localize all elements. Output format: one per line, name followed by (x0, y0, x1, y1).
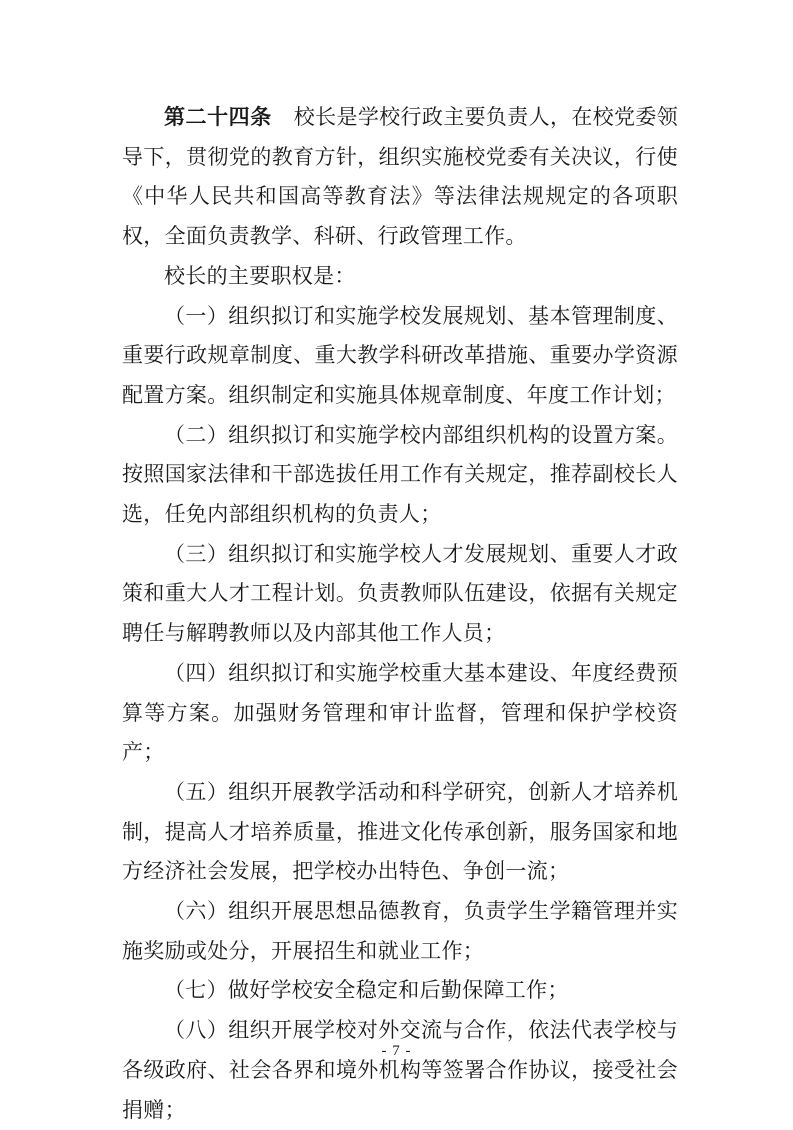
page-number: - 7 - (381, 1043, 412, 1059)
power-item-7: （七）做好学校安全稳定和后勤保障工作； (164, 978, 569, 1003)
power-item-6: （六）组织开展思想品德教育，负责学生学籍管理并实施奖励或处分，开展招生和就业工作； (122, 899, 678, 963)
power-item-4: （四）组织拟订和实施学校重大基本建设、年度经费预算等方案。加强财务管理和审计监督，管理和保护学校资产； (122, 660, 678, 765)
power-item-5: （五）组织开展教学活动和科学研究，创新人才培养机制，提高人才培养质量，推进文化传承创新，服务国家和地方经济社会发展，把学校办出特色、争创一流； (122, 779, 678, 884)
powers-intro: 校长的主要职权是： (164, 263, 356, 288)
article-number: 第二十四条 (164, 105, 272, 129)
article-paragraph (122, 98, 678, 257)
power-item-2: （二）组织拟订和实施学校内部组织机构的设置方案。按照国家法律和干部选拔任用工作有关规定，推荐副校长人选，任免内部组织机构的负责人； (122, 422, 678, 527)
power-item-8: （八）组织开展学校对外交流与合作，依法代表学校与各级政府、社会各界和境外机构等签署合作协议，接受社会捐赠； (122, 1018, 678, 1122)
power-item-1: （一）组织拟订和实施学校发展规划、基本管理制度、重要行政规章制度、重大教学科研改革措施、重要办学资源配置方案。组织制定和实施具体规章制度、年度工作计划； (122, 303, 678, 407)
power-item-3: （三）组织拟订和实施学校人才发展规划、重要人才政策和重大人才工程计划。负责教师队伍建设，依据有关规定聘任与解聘教师以及内部其他工作人员； (122, 541, 678, 646)
article-text: 校长是学校行政主要负责人，在校党委领导下，贯彻党的教育方针，组织实施校党委有关决议，行使《中华人民共和国高等教育法》等法律法规规定的各项职权，全面负责教学、科研、行政管理工作。 (122, 105, 679, 249)
document-body (122, 98, 678, 1130)
